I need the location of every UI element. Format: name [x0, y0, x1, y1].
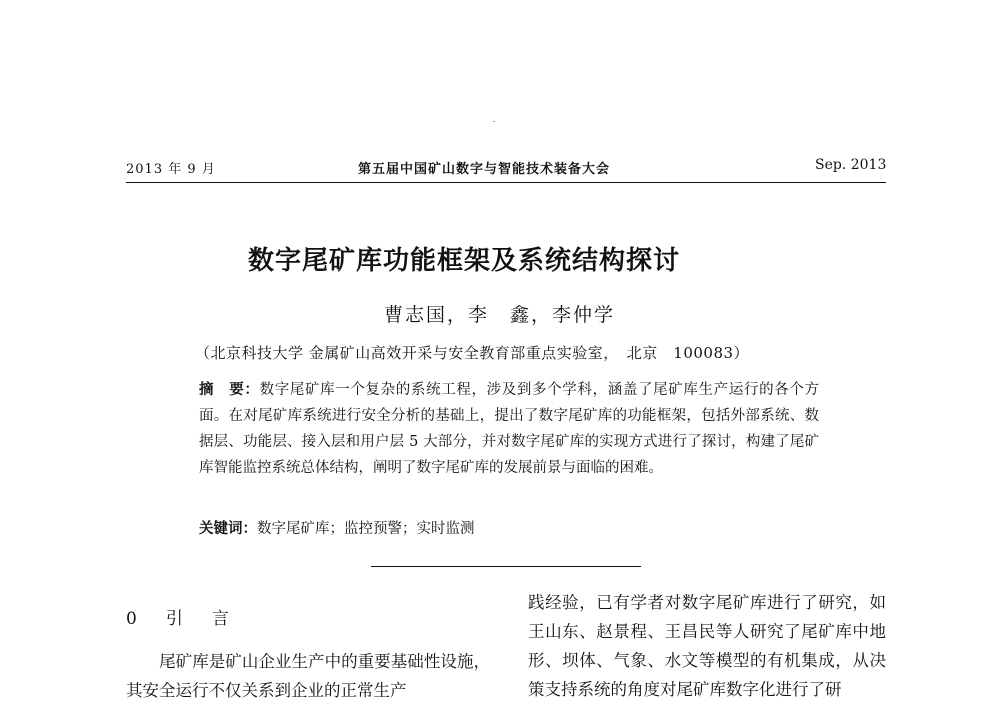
- affiliation: （北京科技大学 金属矿山高效开采与安全教育部重点实验室， 北京 100083）: [195, 344, 750, 362]
- abstract-text: 数字尾矿库一个复杂的系统工程，涉及到多个学科，涵盖了尾矿库生产运行的各个方面。在对尾矿库系统进行安全分析的基础上，提出了数字尾矿库的功能框架，包括外部系统、数据层、功能层、接入层和用户层 5 大部分，并对数字尾矿库的实现方式进行了探讨，构建了尾矿库智能监控系统总体结构，阐明了数字尾矿库的发展前景与面临的困难。: [199, 382, 820, 476]
- body-right-column: 践经验，已有学者对数字尾矿库进行了研究，如王山东、赵景程、王昌民等人研究了尾矿库中地形、坝体、气象、水文等模型的有机集成，从决策支持系统的角度对尾矿库数字化进行了研: [528, 593, 886, 699]
- running-header-conference: 第五届中国矿山数字与智能技术装备大会: [358, 162, 611, 177]
- keywords-label: 关键词：: [199, 521, 257, 537]
- scan-dot: [493, 121, 495, 122]
- header-rule: [126, 182, 886, 183]
- abstract-separator-rule: [371, 566, 641, 567]
- running-header-date-en: Sep. 2013: [815, 157, 887, 173]
- abstract: [199, 377, 819, 481]
- body-left-column: 尾矿库是矿山企业生产中的重要基础性设施，其安全运行不仅关系到企业的正常生产: [126, 652, 490, 700]
- abstract-label: 摘 要：: [199, 382, 260, 398]
- paper-title: 数字尾矿库功能框架及系统结构探讨: [248, 246, 681, 276]
- keywords-text: 数字尾矿库；监控预警；实时监测: [257, 521, 475, 537]
- authors: 曹志国，李 鑫，李仲学: [384, 304, 616, 326]
- section-heading-introduction: 0 引 言: [126, 609, 235, 629]
- keywords: [199, 517, 475, 538]
- running-header-date-cn: 2013 年 9 月: [126, 162, 216, 177]
